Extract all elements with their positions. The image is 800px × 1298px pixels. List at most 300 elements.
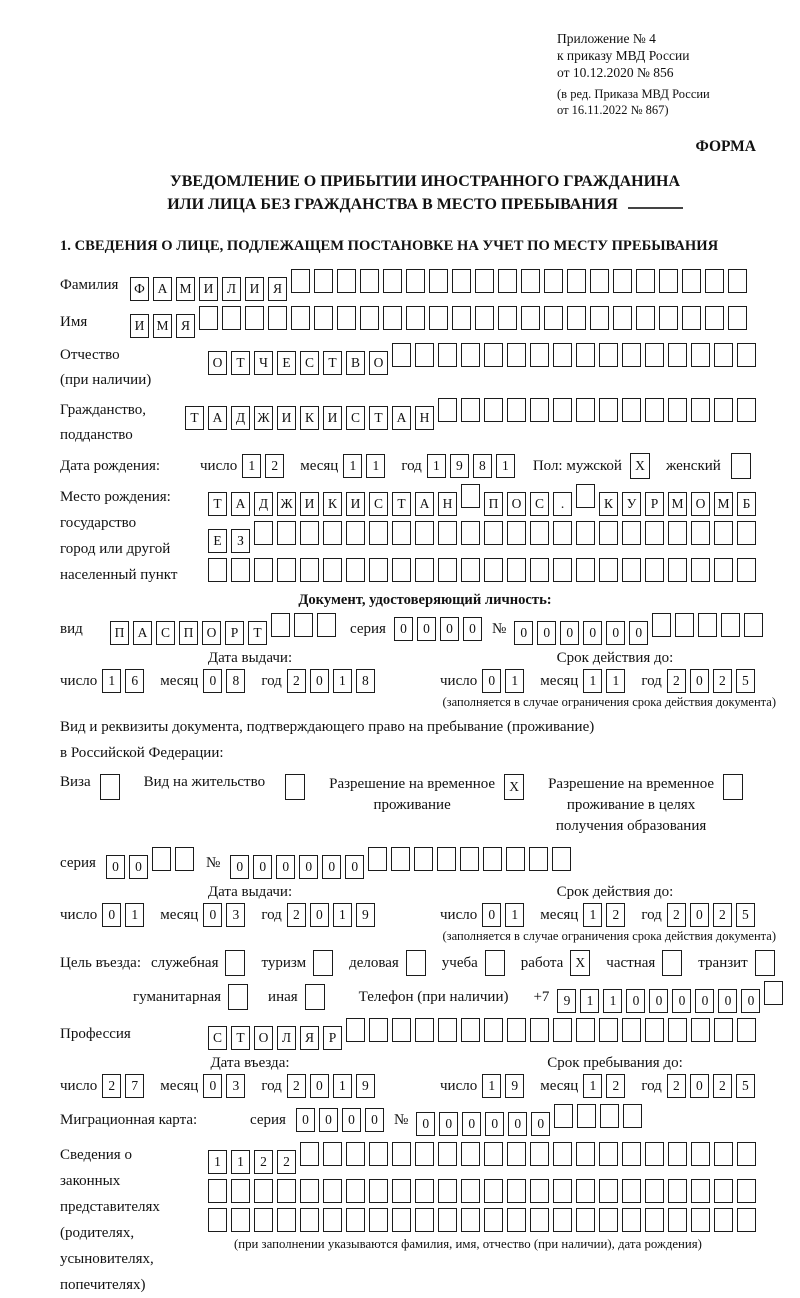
birthplace-cell[interactable]: М xyxy=(668,492,687,516)
residence-number-cell[interactable]: 0 xyxy=(345,855,364,879)
phone-cell[interactable]: 0 xyxy=(718,989,737,1013)
issue-year-cell[interactable]: 0 xyxy=(310,903,329,927)
purpose-checkbox-cell[interactable]: X xyxy=(570,950,590,976)
profession-cell[interactable] xyxy=(691,1018,710,1042)
surname-cell[interactable] xyxy=(360,269,379,293)
birthplace-cell[interactable] xyxy=(599,521,618,545)
profession-cell[interactable] xyxy=(622,1018,641,1042)
entry-year-cell[interactable]: 2 xyxy=(287,1074,306,1098)
purpose-checkbox-cell[interactable] xyxy=(225,950,245,976)
surname-cell[interactable] xyxy=(567,269,586,293)
representative-cell[interactable] xyxy=(300,1208,319,1232)
citizenship-cell[interactable] xyxy=(507,398,526,422)
residence-number-cell[interactable]: 0 xyxy=(276,855,295,879)
issue-year-cell[interactable]: 9 xyxy=(356,903,375,927)
birthplace-cell[interactable]: К xyxy=(599,492,618,516)
given-name-cell[interactable]: М xyxy=(153,314,172,338)
visa-checkbox-cell[interactable] xyxy=(100,774,120,800)
birthplace-cell[interactable] xyxy=(599,558,618,582)
entry-month-cell[interactable]: 3 xyxy=(226,1074,245,1098)
citizenship-cell[interactable]: С xyxy=(346,406,365,430)
residence-number-cell[interactable] xyxy=(391,847,410,871)
issue-month-cell[interactable]: 3 xyxy=(226,903,245,927)
patronymic-cell[interactable] xyxy=(507,343,526,367)
representative-cell[interactable] xyxy=(208,1208,227,1232)
birthplace-cell[interactable] xyxy=(507,558,526,582)
citizenship-cell[interactable] xyxy=(576,398,595,422)
citizenship-cell[interactable] xyxy=(530,398,549,422)
profession-cell[interactable] xyxy=(714,1018,733,1042)
identity-series-cell[interactable]: 0 xyxy=(417,617,436,641)
representative-cell[interactable]: 1 xyxy=(208,1150,227,1174)
birthplace-cell[interactable] xyxy=(438,558,457,582)
residence-number-cell[interactable] xyxy=(506,847,525,871)
birthplace-cell[interactable]: М xyxy=(714,492,733,516)
valid-day-cell[interactable]: 1 xyxy=(505,669,524,693)
given-name-cell[interactable] xyxy=(590,306,609,330)
valid-year-cell[interactable]: 2 xyxy=(667,903,686,927)
valid-month-cell[interactable]: 1 xyxy=(606,669,625,693)
phone-cell[interactable]: 1 xyxy=(603,989,622,1013)
birthplace-cell[interactable]: Р xyxy=(645,492,664,516)
birthplace-cell[interactable] xyxy=(392,521,411,545)
residence-number-cell[interactable] xyxy=(460,847,479,871)
male-checkbox-cell[interactable]: X xyxy=(630,453,650,479)
patronymic-cell[interactable] xyxy=(737,343,756,367)
identity-number-cell[interactable]: 0 xyxy=(514,621,533,645)
surname-cell[interactable]: Л xyxy=(222,277,241,301)
identity-vid-cell[interactable]: П xyxy=(179,621,198,645)
identity-number-cell[interactable]: 0 xyxy=(629,621,648,645)
profession-cell[interactable] xyxy=(415,1018,434,1042)
representative-cell[interactable] xyxy=(645,1208,664,1232)
representative-cell[interactable] xyxy=(346,1179,365,1203)
birthplace-cell[interactable]: О xyxy=(507,492,526,516)
birthplace-cell[interactable] xyxy=(645,558,664,582)
issue-year-cell[interactable]: 0 xyxy=(310,669,329,693)
birthplace-cell[interactable] xyxy=(415,521,434,545)
surname-cell[interactable] xyxy=(682,269,701,293)
representative-cell[interactable] xyxy=(645,1179,664,1203)
surname-cell[interactable] xyxy=(659,269,678,293)
representative-cell[interactable] xyxy=(576,1179,595,1203)
stay-month-cell[interactable]: 2 xyxy=(606,1074,625,1098)
representative-cell[interactable] xyxy=(576,1142,595,1166)
migration-number-cell[interactable]: 0 xyxy=(416,1112,435,1136)
stay-year-cell[interactable]: 5 xyxy=(736,1074,755,1098)
representative-cell[interactable] xyxy=(484,1142,503,1166)
given-name-cell[interactable] xyxy=(337,306,356,330)
surname-cell[interactable]: И xyxy=(199,277,218,301)
residence-series-cell[interactable]: 0 xyxy=(106,855,125,879)
birthplace-cell[interactable]: Д xyxy=(254,492,273,516)
citizenship-cell[interactable] xyxy=(645,398,664,422)
issue-year-cell[interactable]: 1 xyxy=(333,669,352,693)
representative-cell[interactable] xyxy=(346,1208,365,1232)
birthplace-cell[interactable] xyxy=(622,521,641,545)
identity-vid-cell[interactable]: Р xyxy=(225,621,244,645)
valid-day-cell[interactable]: 0 xyxy=(482,903,501,927)
migration-series-cell[interactable]: 0 xyxy=(296,1108,315,1132)
birthplace-cell[interactable] xyxy=(530,521,549,545)
birthplace-cell[interactable]: О xyxy=(691,492,710,516)
birthplace-cell[interactable]: К xyxy=(323,492,342,516)
patronymic-cell[interactable] xyxy=(668,343,687,367)
phone-cell[interactable]: 0 xyxy=(695,989,714,1013)
birthplace-cell[interactable]: И xyxy=(346,492,365,516)
valid-year-cell[interactable]: 5 xyxy=(736,903,755,927)
entry-day-cell[interactable]: 7 xyxy=(125,1074,144,1098)
representative-cell[interactable] xyxy=(392,1179,411,1203)
surname-cell[interactable] xyxy=(636,269,655,293)
birthplace-cell[interactable] xyxy=(691,558,710,582)
issue-day-cell[interactable]: 1 xyxy=(102,669,121,693)
citizenship-cell[interactable] xyxy=(622,398,641,422)
profession-cell[interactable] xyxy=(484,1018,503,1042)
surname-cell[interactable]: Ф xyxy=(130,277,149,301)
identity-number-cell[interactable]: 0 xyxy=(583,621,602,645)
citizenship-cell[interactable]: А xyxy=(208,406,227,430)
representative-cell[interactable] xyxy=(484,1208,503,1232)
profession-cell[interactable] xyxy=(737,1018,756,1042)
phone-cell[interactable]: 0 xyxy=(672,989,691,1013)
given-name-cell[interactable] xyxy=(245,306,264,330)
citizenship-cell[interactable] xyxy=(691,398,710,422)
given-name-cell[interactable] xyxy=(544,306,563,330)
birthplace-cell[interactable]: Т xyxy=(392,492,411,516)
profession-cell[interactable] xyxy=(392,1018,411,1042)
surname-cell[interactable] xyxy=(728,269,747,293)
profession-cell[interactable] xyxy=(599,1018,618,1042)
given-name-cell[interactable]: Я xyxy=(176,314,195,338)
representative-cell[interactable] xyxy=(277,1208,296,1232)
citizenship-cell[interactable] xyxy=(599,398,618,422)
birthplace-cell[interactable] xyxy=(461,484,480,508)
representative-cell[interactable] xyxy=(507,1208,526,1232)
phone-cell[interactable]: 0 xyxy=(649,989,668,1013)
patronymic-cell[interactable] xyxy=(599,343,618,367)
surname-cell[interactable] xyxy=(406,269,425,293)
birthplace-cell[interactable] xyxy=(553,521,572,545)
citizenship-cell[interactable] xyxy=(484,398,503,422)
issue-year-cell[interactable]: 2 xyxy=(287,669,306,693)
representative-cell[interactable] xyxy=(737,1142,756,1166)
birthplace-cell[interactable] xyxy=(415,558,434,582)
given-name-cell[interactable] xyxy=(728,306,747,330)
representative-cell[interactable] xyxy=(668,1179,687,1203)
birthplace-cell[interactable] xyxy=(300,521,319,545)
surname-cell[interactable]: Я xyxy=(268,277,287,301)
purpose-checkbox-cell[interactable] xyxy=(755,950,775,976)
profession-cell[interactable]: Л xyxy=(277,1026,296,1050)
migration-series-cell[interactable]: 0 xyxy=(342,1108,361,1132)
profession-cell[interactable]: Т xyxy=(231,1026,250,1050)
residence-number-cell[interactable] xyxy=(529,847,548,871)
representative-cell[interactable] xyxy=(461,1142,480,1166)
birthplace-cell[interactable] xyxy=(714,558,733,582)
valid-year-cell[interactable]: 5 xyxy=(736,669,755,693)
temp-residence-edu-checkbox-cell[interactable] xyxy=(723,774,743,800)
migration-number-cell[interactable] xyxy=(623,1104,642,1128)
birth-month-cell[interactable]: 1 xyxy=(366,454,385,478)
representative-cell[interactable] xyxy=(507,1179,526,1203)
representative-cell[interactable] xyxy=(438,1208,457,1232)
residence-series-cell[interactable] xyxy=(152,847,171,871)
residence-number-cell[interactable] xyxy=(414,847,433,871)
representative-cell[interactable] xyxy=(553,1179,572,1203)
valid-month-cell[interactable]: 1 xyxy=(583,903,602,927)
issue-month-cell[interactable]: 8 xyxy=(226,669,245,693)
purpose-checkbox-cell[interactable] xyxy=(485,950,505,976)
valid-year-cell[interactable]: 0 xyxy=(690,903,709,927)
representative-cell[interactable] xyxy=(415,1208,434,1232)
representative-cell[interactable] xyxy=(369,1142,388,1166)
birthplace-cell[interactable]: И xyxy=(300,492,319,516)
representative-cell[interactable]: 1 xyxy=(231,1150,250,1174)
birthplace-cell[interactable] xyxy=(668,521,687,545)
identity-number-cell[interactable] xyxy=(698,613,717,637)
representative-cell[interactable] xyxy=(484,1179,503,1203)
birthplace-cell[interactable] xyxy=(277,558,296,582)
representative-cell[interactable] xyxy=(530,1208,549,1232)
representative-cell[interactable]: 2 xyxy=(254,1150,273,1174)
citizenship-cell[interactable]: А xyxy=(392,406,411,430)
representative-cell[interactable] xyxy=(622,1179,641,1203)
birth-year-cell[interactable]: 1 xyxy=(496,454,515,478)
surname-cell[interactable] xyxy=(498,269,517,293)
residence-number-cell[interactable]: 0 xyxy=(322,855,341,879)
birthplace-cell[interactable] xyxy=(622,558,641,582)
citizenship-cell[interactable]: Н xyxy=(415,406,434,430)
surname-cell[interactable] xyxy=(337,269,356,293)
representative-cell[interactable] xyxy=(714,1179,733,1203)
representative-cell[interactable] xyxy=(668,1142,687,1166)
citizenship-cell[interactable] xyxy=(714,398,733,422)
representative-cell[interactable] xyxy=(438,1179,457,1203)
profession-cell[interactable] xyxy=(668,1018,687,1042)
identity-vid-cell[interactable] xyxy=(294,613,313,637)
representative-cell[interactable] xyxy=(438,1142,457,1166)
profession-cell[interactable]: С xyxy=(208,1026,227,1050)
surname-cell[interactable] xyxy=(383,269,402,293)
citizenship-cell[interactable] xyxy=(461,398,480,422)
stay-year-cell[interactable]: 2 xyxy=(713,1074,732,1098)
given-name-cell[interactable] xyxy=(360,306,379,330)
given-name-cell[interactable]: И xyxy=(130,314,149,338)
entry-year-cell[interactable]: 1 xyxy=(333,1074,352,1098)
profession-cell[interactable] xyxy=(369,1018,388,1042)
birthplace-cell[interactable]: У xyxy=(622,492,641,516)
profession-cell[interactable] xyxy=(438,1018,457,1042)
birthplace-cell[interactable] xyxy=(346,521,365,545)
birthplace-cell[interactable]: А xyxy=(231,492,250,516)
issue-year-cell[interactable]: 8 xyxy=(356,669,375,693)
representative-cell[interactable] xyxy=(737,1179,756,1203)
representative-cell[interactable] xyxy=(553,1208,572,1232)
representative-cell[interactable] xyxy=(553,1142,572,1166)
profession-cell[interactable]: Р xyxy=(323,1026,342,1050)
representative-cell[interactable] xyxy=(691,1179,710,1203)
birthplace-cell[interactable] xyxy=(576,521,595,545)
identity-number-cell[interactable] xyxy=(721,613,740,637)
issue-year-cell[interactable]: 2 xyxy=(287,903,306,927)
representative-cell[interactable] xyxy=(254,1179,273,1203)
surname-cell[interactable] xyxy=(705,269,724,293)
representative-cell[interactable] xyxy=(691,1208,710,1232)
surname-cell[interactable]: И xyxy=(245,277,264,301)
birthplace-cell[interactable]: . xyxy=(553,492,572,516)
identity-number-cell[interactable] xyxy=(744,613,763,637)
representative-cell[interactable] xyxy=(369,1208,388,1232)
identity-vid-cell[interactable]: С xyxy=(156,621,175,645)
given-name-cell[interactable] xyxy=(452,306,471,330)
phone-cell[interactable]: 0 xyxy=(626,989,645,1013)
representative-cell[interactable] xyxy=(300,1179,319,1203)
valid-year-cell[interactable]: 2 xyxy=(713,903,732,927)
birthplace-cell[interactable] xyxy=(208,558,227,582)
birthplace-cell[interactable] xyxy=(668,558,687,582)
issue-month-cell[interactable]: 0 xyxy=(203,669,222,693)
identity-number-cell[interactable]: 0 xyxy=(537,621,556,645)
surname-cell[interactable] xyxy=(291,269,310,293)
patronymic-cell[interactable] xyxy=(553,343,572,367)
patronymic-cell[interactable] xyxy=(691,343,710,367)
surname-cell[interactable] xyxy=(475,269,494,293)
identity-vid-cell[interactable]: Т xyxy=(248,621,267,645)
issue-year-cell[interactable]: 1 xyxy=(333,903,352,927)
identity-number-cell[interactable]: 0 xyxy=(606,621,625,645)
residence-number-cell[interactable] xyxy=(552,847,571,871)
identity-series-cell[interactable]: 0 xyxy=(394,617,413,641)
birthplace-cell[interactable] xyxy=(392,558,411,582)
valid-year-cell[interactable]: 2 xyxy=(667,669,686,693)
representative-cell[interactable] xyxy=(369,1179,388,1203)
representative-cell[interactable]: 2 xyxy=(277,1150,296,1174)
identity-vid-cell[interactable]: П xyxy=(110,621,129,645)
phone-cell[interactable]: 0 xyxy=(741,989,760,1013)
surname-cell[interactable] xyxy=(452,269,471,293)
given-name-cell[interactable] xyxy=(521,306,540,330)
valid-day-cell[interactable]: 0 xyxy=(482,669,501,693)
female-checkbox-cell[interactable] xyxy=(731,453,751,479)
profession-cell[interactable] xyxy=(530,1018,549,1042)
migration-number-cell[interactable] xyxy=(554,1104,573,1128)
representative-cell[interactable] xyxy=(277,1179,296,1203)
representative-cell[interactable] xyxy=(576,1208,595,1232)
migration-number-cell[interactable]: 0 xyxy=(531,1112,550,1136)
surname-cell[interactable] xyxy=(613,269,632,293)
residence-series-cell[interactable]: 0 xyxy=(129,855,148,879)
entry-month-cell[interactable]: 0 xyxy=(203,1074,222,1098)
birthplace-cell[interactable] xyxy=(231,558,250,582)
given-name-cell[interactable] xyxy=(636,306,655,330)
birthplace-cell[interactable] xyxy=(553,558,572,582)
birth-day-cell[interactable]: 2 xyxy=(265,454,284,478)
surname-cell[interactable]: А xyxy=(153,277,172,301)
birthplace-cell[interactable]: Е xyxy=(208,529,227,553)
patronymic-cell[interactable] xyxy=(438,343,457,367)
birthplace-cell[interactable] xyxy=(277,521,296,545)
identity-number-cell[interactable] xyxy=(652,613,671,637)
representative-cell[interactable] xyxy=(507,1142,526,1166)
birthplace-cell[interactable] xyxy=(507,521,526,545)
birth-month-cell[interactable]: 1 xyxy=(343,454,362,478)
migration-number-cell[interactable]: 0 xyxy=(508,1112,527,1136)
birthplace-cell[interactable] xyxy=(300,558,319,582)
representative-cell[interactable] xyxy=(208,1179,227,1203)
surname-cell[interactable] xyxy=(429,269,448,293)
purpose-checkbox-cell[interactable] xyxy=(305,984,325,1010)
birthplace-cell[interactable]: Н xyxy=(438,492,457,516)
given-name-cell[interactable] xyxy=(268,306,287,330)
patronymic-cell[interactable]: С xyxy=(300,351,319,375)
migration-series-cell[interactable]: 0 xyxy=(319,1108,338,1132)
citizenship-cell[interactable] xyxy=(668,398,687,422)
given-name-cell[interactable] xyxy=(659,306,678,330)
given-name-cell[interactable] xyxy=(222,306,241,330)
valid-day-cell[interactable]: 1 xyxy=(505,903,524,927)
profession-cell[interactable]: О xyxy=(254,1026,273,1050)
stay-day-cell[interactable]: 1 xyxy=(482,1074,501,1098)
migration-number-cell[interactable] xyxy=(577,1104,596,1128)
patronymic-cell[interactable] xyxy=(415,343,434,367)
representative-cell[interactable] xyxy=(737,1208,756,1232)
issue-day-cell[interactable]: 6 xyxy=(125,669,144,693)
birthplace-cell[interactable] xyxy=(691,521,710,545)
patronymic-cell[interactable] xyxy=(392,343,411,367)
representative-cell[interactable] xyxy=(714,1142,733,1166)
surname-cell[interactable]: М xyxy=(176,277,195,301)
profession-cell[interactable] xyxy=(346,1018,365,1042)
patronymic-cell[interactable] xyxy=(530,343,549,367)
patronymic-cell[interactable] xyxy=(645,343,664,367)
identity-vid-cell[interactable]: О xyxy=(202,621,221,645)
profession-cell[interactable] xyxy=(461,1018,480,1042)
birthplace-cell[interactable] xyxy=(484,521,503,545)
birthplace-cell[interactable]: С xyxy=(369,492,388,516)
patronymic-cell[interactable] xyxy=(461,343,480,367)
birthplace-cell[interactable] xyxy=(645,521,664,545)
representative-cell[interactable] xyxy=(461,1208,480,1232)
birthplace-cell[interactable]: Т xyxy=(208,492,227,516)
migration-number-cell[interactable]: 0 xyxy=(462,1112,481,1136)
patronymic-cell[interactable]: Ч xyxy=(254,351,273,375)
birthplace-cell[interactable]: Б xyxy=(737,492,756,516)
migration-number-cell[interactable]: 0 xyxy=(439,1112,458,1136)
birthplace-cell[interactable] xyxy=(484,558,503,582)
birth-year-cell[interactable]: 1 xyxy=(427,454,446,478)
stay-month-cell[interactable]: 1 xyxy=(583,1074,602,1098)
birth-year-cell[interactable]: 9 xyxy=(450,454,469,478)
birthplace-cell[interactable]: З xyxy=(231,529,250,553)
residence-number-cell[interactable] xyxy=(483,847,502,871)
birthplace-cell[interactable] xyxy=(254,558,273,582)
birthplace-cell[interactable] xyxy=(461,521,480,545)
profession-cell[interactable] xyxy=(553,1018,572,1042)
representative-cell[interactable] xyxy=(346,1142,365,1166)
birthplace-cell[interactable] xyxy=(254,521,273,545)
entry-day-cell[interactable]: 2 xyxy=(102,1074,121,1098)
patronymic-cell[interactable]: Т xyxy=(231,351,250,375)
identity-number-cell[interactable] xyxy=(675,613,694,637)
representative-cell[interactable] xyxy=(231,1208,250,1232)
birthplace-cell[interactable] xyxy=(323,521,342,545)
representative-cell[interactable] xyxy=(714,1208,733,1232)
patronymic-cell[interactable]: Т xyxy=(323,351,342,375)
purpose-checkbox-cell[interactable] xyxy=(406,950,426,976)
issue-day-cell[interactable]: 0 xyxy=(102,903,121,927)
profession-cell[interactable] xyxy=(576,1018,595,1042)
